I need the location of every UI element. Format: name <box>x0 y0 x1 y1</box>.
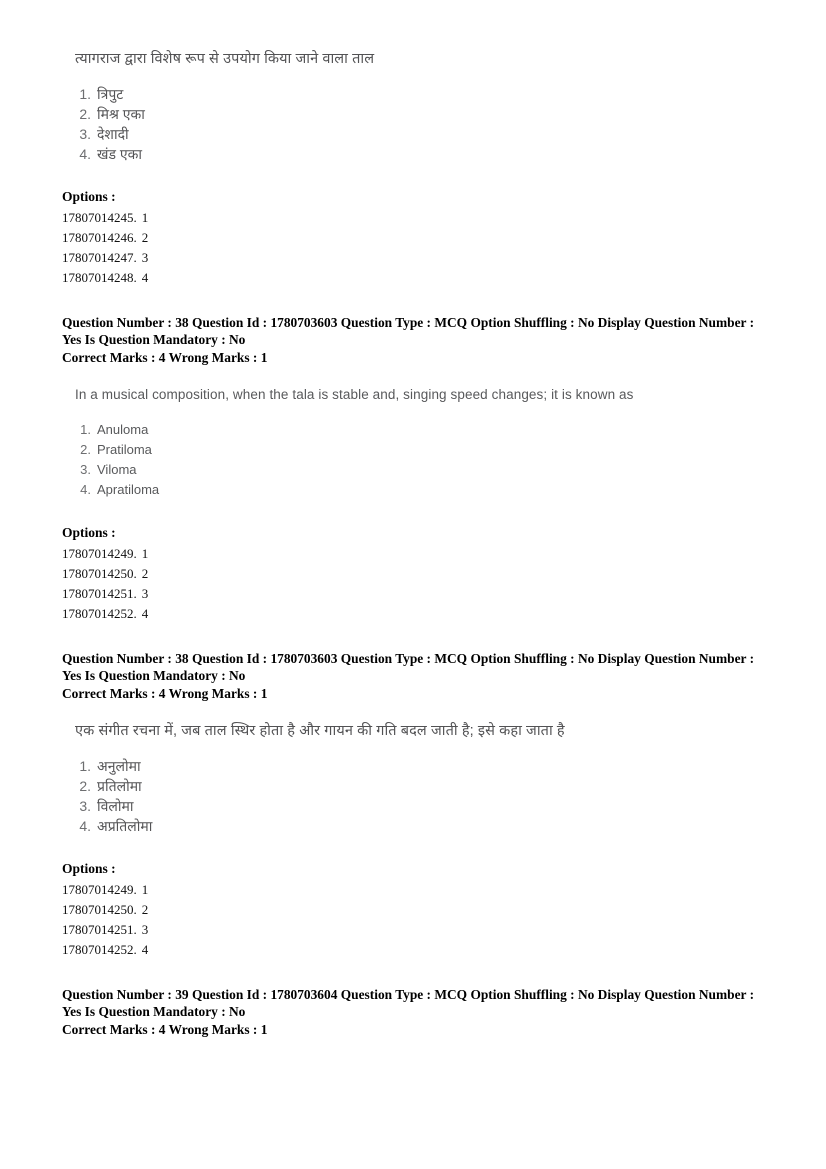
choice-number: 4. <box>80 482 91 497</box>
choice-number: 4. <box>79 818 91 834</box>
choice-label: Pratiloma <box>97 442 152 457</box>
choice-number: 4. <box>79 146 91 162</box>
question-meta-38 <box>62 314 774 366</box>
choice-item <box>78 144 774 164</box>
choice-number: 3. <box>79 798 91 814</box>
question-section-2 <box>62 386 774 624</box>
choice-number: 1. <box>80 422 91 437</box>
option-answer: 3 <box>141 586 149 601</box>
option-answer: 3 <box>141 922 149 937</box>
choice-item <box>78 84 774 104</box>
question-text: In a musical composition, when the tala is stable and, singing speed changes; it is known as <box>75 387 634 402</box>
choice-label: Apratiloma <box>97 482 160 497</box>
option-id: 17807014250. <box>62 902 137 917</box>
option-answer: 2 <box>141 902 149 917</box>
options-label: Options : <box>62 861 116 876</box>
choice-item <box>78 816 774 836</box>
option-id: 17807014249. <box>62 546 137 561</box>
question-meta-line: Question Number : 38 Question Id : 1780703603 Question Type : MCQ Option Shuffling : No Display Question Number : Yes Is Question Mandatory : No <box>62 651 755 683</box>
choice-number: 2. <box>80 442 91 457</box>
question-meta-line: Question Number : 38 Question Id : 1780703603 Question Type : MCQ Option Shuffling : No Display Question Number : Yes Is Question Mandatory : No <box>62 315 755 347</box>
option-id: 17807014251. <box>62 922 137 937</box>
options-block <box>62 860 774 960</box>
choice-number: 1. <box>79 758 91 774</box>
option-answer: 3 <box>141 250 149 265</box>
choice-label: अप्रतिलोमा <box>97 818 153 834</box>
option-row <box>62 248 774 268</box>
question-content <box>75 722 774 836</box>
question-text: एक संगीत रचना में, जब ताल स्थिर होता है और गायन की गति बदल जाती है; इसे कहा जाता है <box>75 723 565 739</box>
option-id: 17807014249. <box>62 882 137 897</box>
choice-number: 2. <box>79 778 91 794</box>
option-id: 17807014251. <box>62 586 137 601</box>
option-row <box>62 880 774 900</box>
options-block <box>62 188 774 288</box>
option-row <box>62 584 774 604</box>
choice-list <box>78 420 774 500</box>
option-answer: 4 <box>141 942 149 957</box>
question-meta-line: Question Number : 39 Question Id : 1780703604 Question Type : MCQ Option Shuffling : No Display Question Number : Yes Is Question Mandatory : No <box>62 987 755 1019</box>
choice-label: Viloma <box>97 462 137 477</box>
choice-item <box>78 776 774 796</box>
question-meta-38-repeat <box>62 650 774 702</box>
choice-number: 1. <box>79 86 91 102</box>
option-answer: 1 <box>141 210 149 225</box>
choice-item <box>78 420 774 440</box>
option-row <box>62 920 774 940</box>
option-row <box>62 228 774 248</box>
option-answer: 1 <box>141 882 149 897</box>
choice-item <box>78 104 774 124</box>
question-section-3 <box>62 722 774 960</box>
choice-item <box>78 756 774 776</box>
question-content <box>75 50 774 164</box>
option-id: 17807014250. <box>62 566 137 581</box>
choice-number: 2. <box>79 106 91 122</box>
choice-label: Anuloma <box>97 422 149 437</box>
option-row <box>62 268 774 288</box>
options-label: Options : <box>62 189 116 204</box>
option-id: 17807014245. <box>62 210 137 225</box>
option-row <box>62 900 774 920</box>
options-label: Options : <box>62 525 116 540</box>
choice-label: प्रतिलोमा <box>97 778 142 794</box>
choice-label: त्रिपुट <box>97 86 124 102</box>
marks-line: Correct Marks : 4 Wrong Marks : 1 <box>62 1022 268 1037</box>
option-row <box>62 544 774 564</box>
choice-label: देशादी <box>97 126 129 142</box>
option-row <box>62 604 774 624</box>
choice-label: अनुलोमा <box>97 758 141 774</box>
option-row <box>62 208 774 228</box>
choice-label: खंड एका <box>97 146 142 162</box>
option-id: 17807014247. <box>62 250 137 265</box>
option-answer: 4 <box>141 606 149 621</box>
choice-item <box>78 124 774 144</box>
option-row <box>62 940 774 960</box>
choice-list <box>78 84 774 164</box>
options-block <box>62 524 774 624</box>
choice-label: मिश्र एका <box>97 106 145 122</box>
choice-item <box>78 460 774 480</box>
option-answer: 2 <box>141 230 149 245</box>
choice-item <box>78 440 774 460</box>
choice-label: विलोमा <box>97 798 134 814</box>
option-row <box>62 564 774 584</box>
option-answer: 2 <box>141 566 149 581</box>
option-id: 17807014252. <box>62 942 137 957</box>
question-section-1 <box>62 50 774 288</box>
choice-number: 3. <box>80 462 91 477</box>
choice-list <box>78 756 774 836</box>
choice-item <box>78 480 774 500</box>
option-id: 17807014246. <box>62 230 137 245</box>
option-id: 17807014248. <box>62 270 137 285</box>
question-meta-39 <box>62 986 774 1038</box>
option-answer: 4 <box>141 270 149 285</box>
option-id: 17807014252. <box>62 606 137 621</box>
question-content <box>75 386 774 500</box>
question-text: त्यागराज द्वारा विशेष रूप से उपयोग किया जाने वाला ताल <box>75 51 375 67</box>
marks-line: Correct Marks : 4 Wrong Marks : 1 <box>62 350 268 365</box>
choice-item <box>78 796 774 816</box>
option-answer: 1 <box>141 546 149 561</box>
choice-number: 3. <box>79 126 91 142</box>
marks-line: Correct Marks : 4 Wrong Marks : 1 <box>62 686 268 701</box>
